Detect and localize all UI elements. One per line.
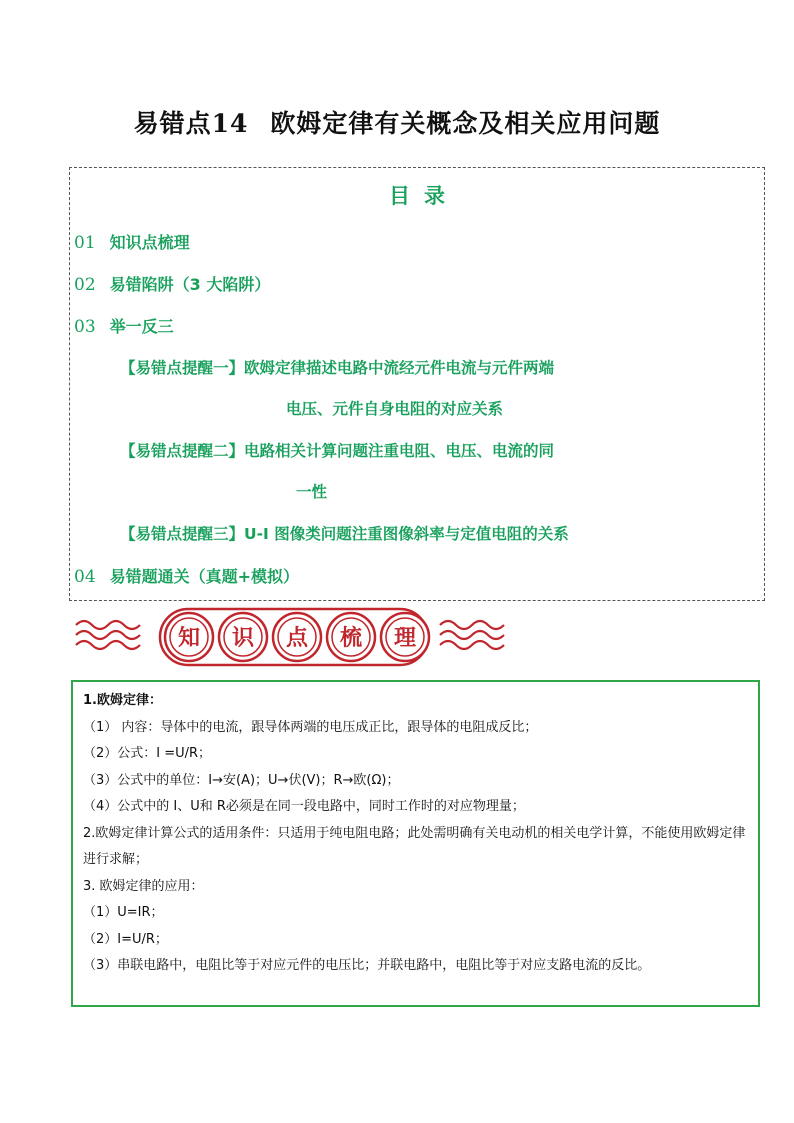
- table-of-contents: [69, 167, 765, 601]
- toc-subitem-2[interactable]: 【易错点提醒二】电路相关计算问题注重电阻、电压、电流的同: [120, 442, 555, 460]
- title-text: 欧姆定律有关概念及相关应用问题: [270, 109, 661, 138]
- toc-subitem-1[interactable]: 【易错点提醒一】欧姆定律描述电路中流经元件电流与元件两端: [120, 359, 555, 377]
- toc-subitem-3[interactable]: 【易错点提醒三】U-I 图像类问题注重图像斜率与定值电阻的关系: [120, 525, 569, 543]
- toc-item-traps[interactable]: 02 易错陷阱（3 大陷阱）: [74, 275, 271, 295]
- banner-char: 点: [285, 626, 309, 651]
- toc-heading: 目录: [389, 184, 459, 208]
- knowledge-line: 2.欧姆定律计算公式的适用条件：只适用于纯电阻电路；此处需明确有关电动机的相关电学计算，不能使用欧姆定律进行求解；: [83, 825, 746, 867]
- knowledge-line: （2）公式：I =U/R；: [83, 746, 212, 761]
- title-prefix: 易错点: [133, 109, 212, 138]
- knowledge-line: （3）公式中的单位：I→安(A)；U→伏(V)；R→欧(Ω)；: [83, 772, 400, 788]
- knowledge-line: 3. 欧姆定律的应用：: [83, 878, 204, 894]
- page-title: [0, 104, 794, 140]
- knowledge-line: （1）U=IR；: [83, 905, 164, 920]
- knowledge-line: （2）I=U/R；: [83, 931, 168, 947]
- banner-char: 理: [393, 626, 417, 651]
- knowledge-box: [71, 680, 760, 1007]
- knowledge-line: 1.欧姆定律：: [83, 693, 162, 708]
- toc-subitem-1-cont: 电压、元件自身电阻的对应关系: [286, 400, 504, 418]
- banner-char: 知: [177, 626, 201, 651]
- right-wave-icon: [440, 621, 504, 649]
- toc-item-exercises[interactable]: 04 易错题通关（真题+模拟）: [74, 567, 300, 587]
- toc-item-knowledge[interactable]: 01 知识点梳理: [74, 233, 190, 253]
- section-banner: [70, 603, 510, 673]
- banner-char: 梳: [339, 626, 363, 651]
- knowledge-line: （3）串联电路中，电阻比等于对应元件的电压比；并联电路中，电阻比等于对应支路电流的反比。: [83, 958, 651, 973]
- left-wave-icon: [76, 621, 140, 649]
- knowledge-line: （4）公式中的 I、U和 R必须是在同一段电路中，同时工作时的对应物理量；: [83, 799, 525, 814]
- knowledge-line: （1） 内容：导体中的电流，跟导体两端的电压成正比，跟导体的电阻成反比；: [83, 719, 538, 735]
- banner-char: 识: [231, 626, 255, 651]
- title-number: 14: [211, 109, 249, 138]
- toc-subitem-2-cont: 一性: [296, 483, 328, 501]
- toc-item-examples[interactable]: 03 举一反三: [74, 317, 174, 337]
